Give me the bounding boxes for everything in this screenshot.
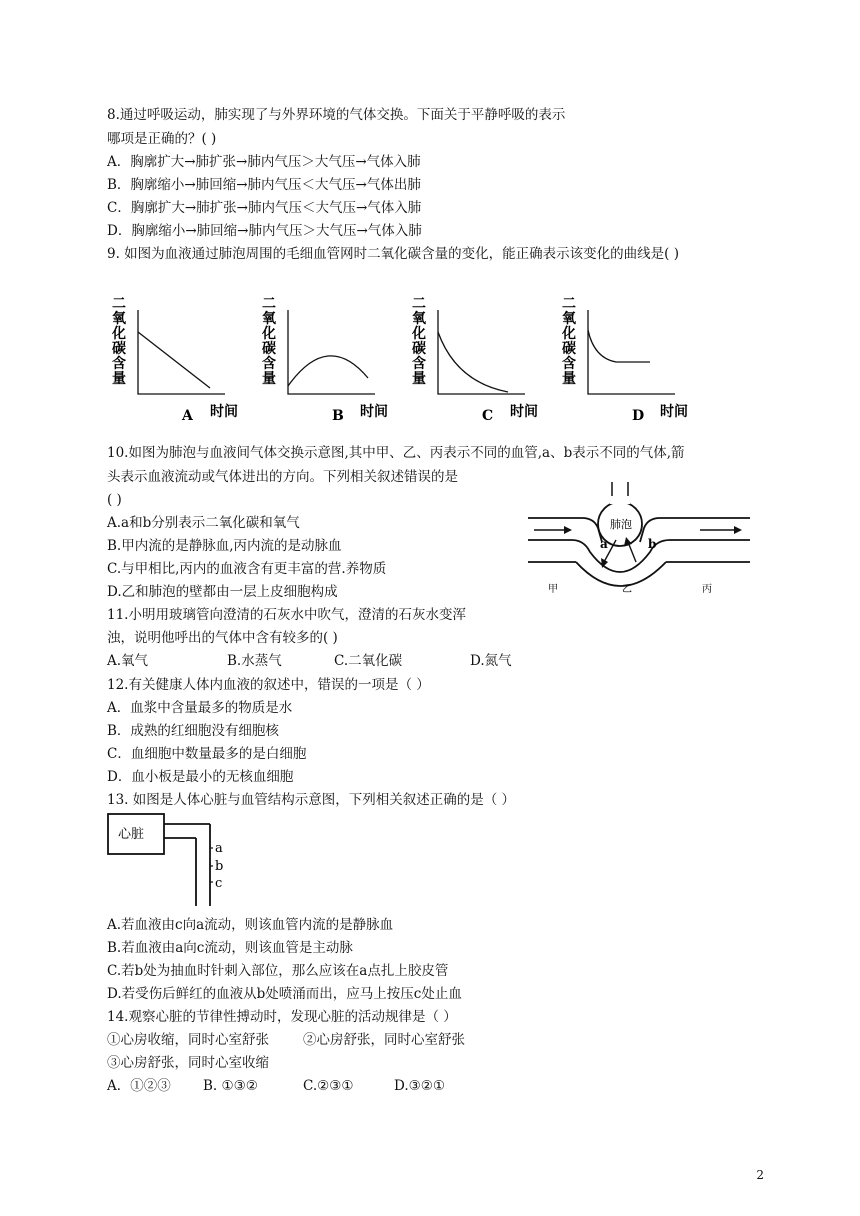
graph-axes (138, 310, 225, 394)
vessel-bing-label: 丙 (702, 584, 712, 595)
q8-option-d: D．胸廓缩小→肺回缩→肺内气压＞大气压→气体入肺 (107, 223, 422, 239)
q10-stem-line1: 10.如图为肺泡与血液间气体交换示意图,其中甲、乙、丙表示不同的血管,a、b表示不同的气体,箭 (107, 445, 685, 461)
graph-letter: C (482, 408, 494, 424)
q11-option-a: A.氧气 (107, 653, 149, 669)
ylabel-char: 二 (262, 296, 276, 312)
co2-graph-a (111, 296, 238, 424)
ylabel-char: 氧 (262, 311, 276, 327)
q14-option-c: C.②③① (303, 1078, 354, 1094)
ylabel-char: 化 (562, 326, 576, 342)
q14-statement-3: ③心房舒张，同时心室收缩 (107, 1055, 269, 1071)
q11-stem-line2: 浊，说明他呼出的气体中含有较多的( ) (107, 630, 338, 646)
q12-option-a: A．血浆中含量最多的物质是水 (107, 700, 293, 716)
q9-stem: 9. 如图为血液通过肺泡周围的毛细血管网时二氧化碳含量的变化，能正确表示该变化的曲线是( ) (107, 246, 679, 262)
q11-option-c: C.二氧化碳 (334, 653, 403, 669)
ylabel-char: 含 (262, 356, 276, 372)
ylabel-char: 氧 (112, 311, 126, 327)
q13-stem: 13. 如图是人体心脏与血管结构示意图，下列相关叙述正确的是（ ） (107, 792, 516, 808)
xlabel-time: 时间 (510, 404, 538, 420)
ylabel-char: 量 (412, 371, 426, 387)
q8-stem-line1: 8.通过呼吸运动，肺实现了与外界环境的气体交换。下面关于平静呼吸的表示 (107, 107, 566, 123)
co2-curve-b (288, 356, 368, 386)
ylabel-char: 含 (412, 356, 426, 372)
graph-letter: A (182, 408, 193, 424)
page-number: 2 (756, 1168, 764, 1182)
graph-letter: B (332, 408, 344, 424)
point-a-label: a (215, 841, 223, 856)
ylabel-char: 二 (112, 296, 126, 312)
ylabel-char: 碳 (112, 341, 126, 357)
q14-statement-1: ①心房收缩，同时心室舒张 (107, 1032, 269, 1048)
ylabel-char: 量 (562, 371, 576, 387)
xlabel-time: 时间 (660, 404, 688, 420)
q13-heart-vessel-diagram (106, 812, 238, 908)
ylabel-char: 氧 (412, 311, 426, 327)
graph-axes (288, 310, 375, 394)
q10-option-c: C.与甲相比,丙内的血液含有更丰富的营.养物质 (107, 561, 387, 577)
ylabel-char: 氧 (562, 311, 576, 327)
co2-curve-c (438, 332, 508, 392)
q12-option-d: D．血小板是最小的无核血细胞 (107, 769, 294, 785)
q8-option-a: A．胸廓扩大→肺扩张→肺内气压＞大气压→气体入肺 (107, 154, 421, 170)
point-b-label: b (215, 859, 224, 874)
gas-b-label: b (648, 537, 657, 551)
q10-stem-line2: 头表示血液流动或气体进出的方向。下列相关叙述错误的是 (107, 469, 458, 485)
point-c-label: c (215, 876, 223, 891)
heart-label: 心脏 (118, 827, 145, 842)
ylabel-char: 化 (112, 326, 126, 342)
q12-option-b: B．成熟的红细胞没有细胞核 (107, 723, 279, 739)
q13-option-a: A.若血液由c向a流动，则该血管内流的是静脉血 (107, 917, 394, 933)
ylabel-char: 量 (112, 371, 126, 387)
vessel-jia-label: 甲 (548, 584, 558, 595)
q11-stem-line1: 11.小明用玻璃管向澄清的石灰水中吹气，澄清的石灰水变浑 (107, 607, 466, 623)
q13-option-d: D.若受伤后鲜红的血液从b处喷涌而出，应马上按压c处止血 (107, 986, 462, 1002)
q10-option-b: B.甲内流的是静脉血,丙内流的是动脉血 (107, 538, 342, 554)
ylabel-char: 二 (412, 296, 426, 312)
q14-statement-2: ②心房舒张，同时心室舒张 (303, 1032, 465, 1048)
q11-option-d: D.氮气 (470, 653, 512, 669)
co2-curve-d (588, 330, 650, 362)
q14-option-b: B. ①③② (203, 1078, 258, 1094)
xlabel-time: 时间 (210, 404, 238, 420)
ylabel-char: 碳 (562, 341, 576, 357)
co2-graph-b (261, 296, 388, 424)
q9-graphs-figure (100, 290, 710, 425)
ylabel-char: 量 (262, 371, 276, 387)
q8-option-c: C．胸廓扩大→肺扩张→肺内气压＜大气压→气体入肺 (107, 200, 422, 216)
q10-option-a: A.a和b分别表示二氧化碳和氧气 (107, 515, 300, 531)
graph-letter: D (632, 408, 645, 424)
vessel-yi-label: 乙 (622, 584, 632, 595)
gas-a-label: a (600, 537, 608, 551)
q14-option-d: D.③②① (394, 1078, 445, 1094)
q13-option-b: B.若血液由a向c流动，则该血管是主动脉 (107, 940, 353, 956)
q8-option-b: B．胸廓缩小→肺回缩→肺内气压＜大气压→气体出肺 (107, 177, 421, 193)
xlabel-time: 时间 (360, 404, 388, 420)
graph-axes (588, 310, 675, 394)
q12-stem: 12.有关健康人体内血液的叙述中，错误的一项是（ ） (107, 677, 430, 693)
q13-option-c: C.若b处为抽血时针刺入部位，那么应该在a点扎上胶皮管 (107, 963, 449, 979)
ylabel-char: 二 (562, 296, 576, 312)
ylabel-char: 含 (562, 356, 576, 372)
ylabel-char: 碳 (262, 341, 276, 357)
q8-stem-line2: 哪项是正确的？( ) (107, 131, 217, 147)
ylabel-char: 碳 (412, 341, 426, 357)
q12-option-c: C．血细胞中数量最多的是白细胞 (107, 746, 307, 762)
q10-option-d: D.乙和肺泡的壁都由一层上皮细胞构成 (107, 584, 338, 600)
graph-axes (438, 310, 525, 394)
q11-option-b: B.水蒸气 (227, 653, 282, 669)
ylabel-char: 化 (262, 326, 276, 342)
ylabel-char: 含 (112, 356, 126, 372)
q10-paren: ( ) (107, 492, 122, 508)
ylabel-char: 化 (412, 326, 426, 342)
q10-alveolus-diagram (524, 482, 760, 610)
alveolus-label: 肺泡 (610, 518, 632, 531)
q14-option-a: A．①②③ (107, 1078, 171, 1094)
co2-graph-d (561, 296, 688, 424)
co2-graph-c (411, 296, 538, 424)
co2-curve-a (138, 332, 210, 388)
q14-stem: 14.观察心脏的节律性搏动时，发现心脏的活动规律是（ ） (107, 1009, 457, 1025)
